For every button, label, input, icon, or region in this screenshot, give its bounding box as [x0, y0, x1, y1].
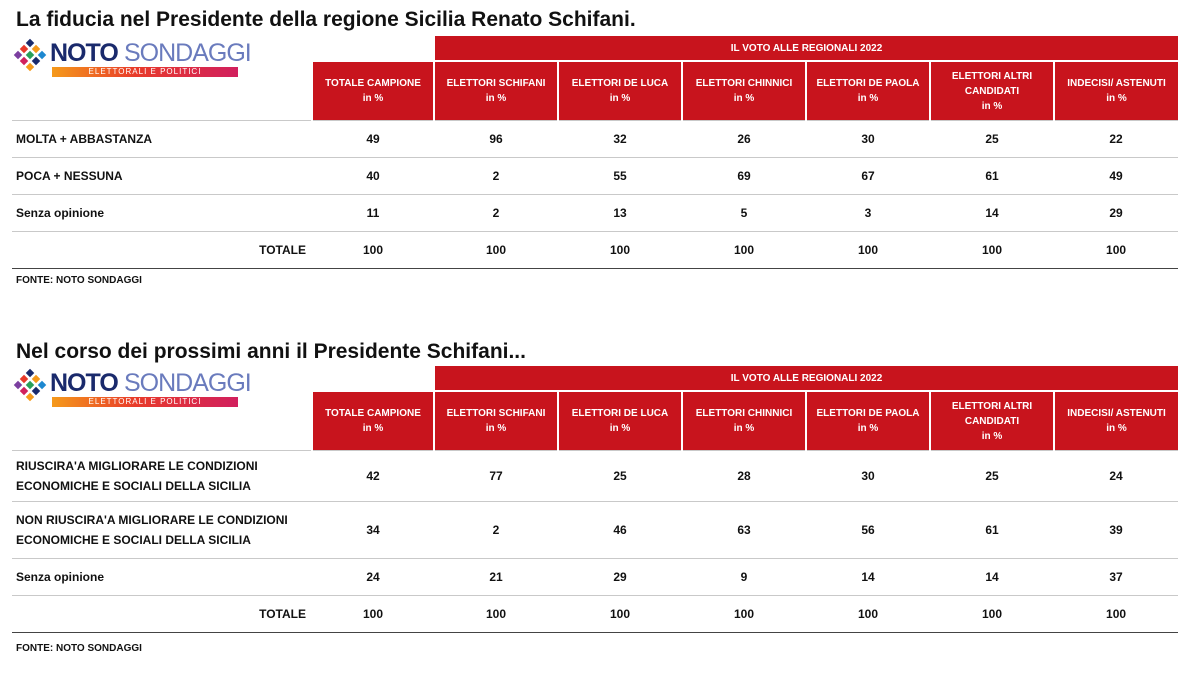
cell-value: 2	[434, 158, 558, 195]
table-prossimi-anni	[12, 366, 1178, 633]
cell-value: 56	[806, 502, 930, 559]
cell-value: 2	[434, 502, 558, 559]
cell-value: 13	[558, 195, 682, 232]
row-label-totale: TOTALE	[12, 232, 312, 269]
row-label: Senza opinione	[12, 559, 312, 596]
table-row-totale	[12, 596, 1178, 633]
cell-value: 77	[434, 451, 558, 502]
cell-value: 100	[558, 232, 682, 269]
cell-value: 14	[930, 559, 1054, 596]
cell-value: 100	[434, 596, 558, 633]
table-row-totale	[12, 232, 1178, 269]
cell-value: 100	[312, 232, 434, 269]
col-header-totale-campione: TOTALE CAMPIONE in %	[312, 391, 434, 451]
cell-value: 25	[558, 451, 682, 502]
col-header-elettori-de-luca: ELETTORI DE LUCA in %	[558, 61, 682, 121]
cell-value: 100	[682, 232, 806, 269]
col-header-totale-campione: TOTALE CAMPIONE in %	[312, 61, 434, 121]
col-header-elettori-de-paola: ELETTORI DE PAOLA in %	[806, 391, 930, 451]
col-header-elettori-schifani: ELETTORI SCHIFANI in %	[434, 391, 558, 451]
cell-value: 100	[312, 596, 434, 633]
cell-value: 29	[1054, 195, 1178, 232]
row-label: MOLTA + ABBASTANZA	[12, 121, 312, 158]
logo-brand-light: SONDAGGI	[124, 369, 251, 397]
cell-value: 100	[806, 232, 930, 269]
noto-sondaggi-logo	[12, 38, 251, 78]
col-header-elettori-altri-candidati: ELETTORI ALTRI CANDIDATI in %	[930, 391, 1054, 451]
row-label: NON RIUSCIRA'A MIGLIORARE LE CONDIZIONI ECONOMICHE E SOCIALI DELLA SICILIA	[12, 502, 312, 559]
cell-value: 14	[930, 195, 1054, 232]
row-label: RIUSCIRA'A MIGLIORARE LE CONDIZIONI ECONOMICHE E SOCIALI DELLA SICILIA	[12, 451, 312, 502]
cell-value: 24	[312, 559, 434, 596]
table-row	[12, 502, 1178, 559]
banner-voto-regionali: IL VOTO ALLE REGIONALI 2022	[434, 36, 1178, 61]
table-fiducia	[12, 36, 1178, 269]
col-header-indecisi-astenuti: INDECISI/ ASTENUTI in %	[1054, 391, 1178, 451]
col-header-elettori-de-paola: ELETTORI DE PAOLA in %	[806, 61, 930, 121]
cell-value: 24	[1054, 451, 1178, 502]
logo-mosaic-icon	[12, 368, 48, 404]
cell-value: 100	[558, 596, 682, 633]
row-label: Senza opinione	[12, 195, 312, 232]
cell-value: 61	[930, 502, 1054, 559]
col-header-elettori-de-luca: ELETTORI DE LUCA in %	[558, 391, 682, 451]
cell-value: 49	[312, 121, 434, 158]
cell-value: 96	[434, 121, 558, 158]
cell-value: 69	[682, 158, 806, 195]
table-row	[12, 451, 1178, 502]
row-label-totale: TOTALE	[12, 596, 312, 633]
cell-value: 11	[312, 195, 434, 232]
cell-value: 21	[434, 559, 558, 596]
logo-mosaic-icon	[12, 38, 48, 74]
cell-value: 42	[312, 451, 434, 502]
cell-value: 100	[1054, 596, 1178, 633]
cell-value: 34	[312, 502, 434, 559]
cell-value: 9	[682, 559, 806, 596]
cell-value: 22	[1054, 121, 1178, 158]
cell-value: 28	[682, 451, 806, 502]
section-2-title: Nel corso dei prossimi anni il Presidente Schifani...	[16, 340, 526, 363]
logo-cell	[12, 36, 312, 121]
cell-value: 25	[930, 451, 1054, 502]
cell-value: 49	[1054, 158, 1178, 195]
cell-value: 100	[930, 232, 1054, 269]
source-note: FONTE: NOTO SONDAGGI	[16, 643, 142, 654]
logo-brand-bold: NOTO	[50, 369, 118, 397]
table-row	[12, 121, 1178, 158]
cell-value: 5	[682, 195, 806, 232]
cell-value: 30	[806, 451, 930, 502]
row-label: POCA + NESSUNA	[12, 158, 312, 195]
cell-value: 32	[558, 121, 682, 158]
header-spacer	[312, 366, 434, 391]
cell-value: 55	[558, 158, 682, 195]
logo-brand-light: SONDAGGI	[124, 39, 251, 67]
cell-value: 37	[1054, 559, 1178, 596]
header-spacer	[312, 36, 434, 61]
cell-value: 26	[682, 121, 806, 158]
logo-cell	[12, 366, 312, 451]
col-header-elettori-altri-candidati: ELETTORI ALTRI CANDIDATI in %	[930, 61, 1054, 121]
cell-value: 61	[930, 158, 1054, 195]
source-note: FONTE: NOTO SONDAGGI	[16, 275, 142, 286]
cell-value: 2	[434, 195, 558, 232]
col-header-elettori-chinnici: ELETTORI CHINNICI in %	[682, 391, 806, 451]
col-header-indecisi-astenuti: INDECISI/ ASTENUTI in %	[1054, 61, 1178, 121]
cell-value: 25	[930, 121, 1054, 158]
cell-value: 100	[930, 596, 1054, 633]
col-header-elettori-schifani: ELETTORI SCHIFANI in %	[434, 61, 558, 121]
col-header-elettori-chinnici: ELETTORI CHINNICI in %	[682, 61, 806, 121]
cell-value: 30	[806, 121, 930, 158]
logo-tagline: ELETTORALI E POLITICI	[52, 397, 238, 407]
cell-value: 100	[682, 596, 806, 633]
section-1-title: La fiducia nel Presidente della regione Sicilia Renato Schifani.	[16, 8, 636, 31]
cell-value: 3	[806, 195, 930, 232]
cell-value: 29	[558, 559, 682, 596]
noto-sondaggi-logo	[12, 368, 251, 408]
cell-value: 67	[806, 158, 930, 195]
table-row	[12, 559, 1178, 596]
cell-value: 100	[806, 596, 930, 633]
cell-value: 14	[806, 559, 930, 596]
cell-value: 46	[558, 502, 682, 559]
cell-value: 100	[1054, 232, 1178, 269]
cell-value: 100	[434, 232, 558, 269]
logo-tagline: ELETTORALI E POLITICI	[52, 67, 238, 77]
cell-value: 39	[1054, 502, 1178, 559]
table-row	[12, 158, 1178, 195]
logo-brand-bold: NOTO	[50, 39, 118, 67]
cell-value: 63	[682, 502, 806, 559]
cell-value: 40	[312, 158, 434, 195]
table-row	[12, 195, 1178, 232]
banner-voto-regionali: IL VOTO ALLE REGIONALI 2022	[434, 366, 1178, 391]
